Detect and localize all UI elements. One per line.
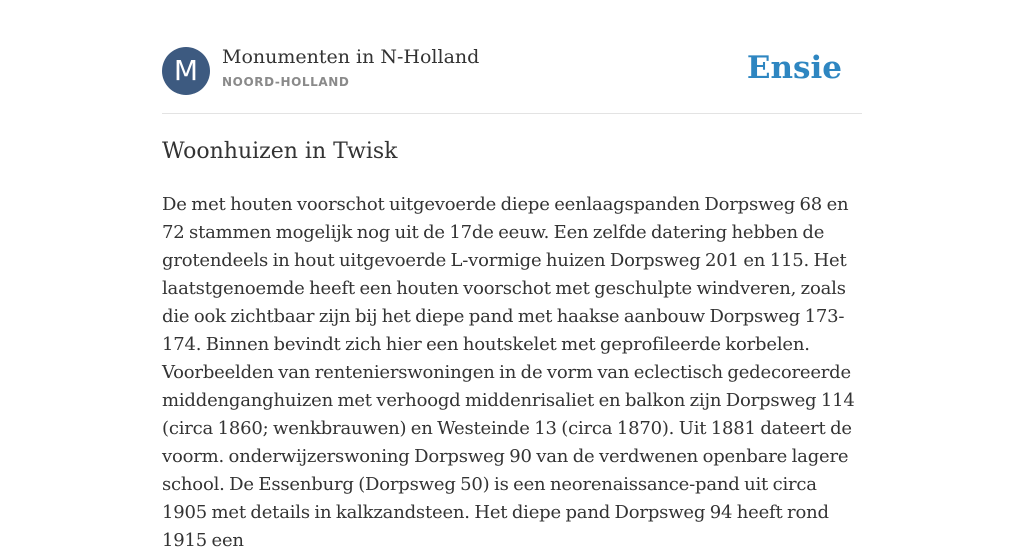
source-header — [162, 46, 862, 96]
source-subtitle: NOORD-HOLLAND — [222, 75, 350, 89]
source-title[interactable]: Monumenten in N-Holland — [222, 46, 480, 68]
avatar[interactable]: M — [162, 47, 210, 95]
brand-logo[interactable]: Ensie — [746, 50, 842, 86]
article-body: De met houten voorschot uitgevoerde diepe eenlaagspanden Dorpsweg 68 en 72 stammen mogelijk nog uit de 17de eeuw. Een zelfde datering hebben de grotendeels in hout uitgevoerde L-vormige huizen Dorpsweg 201 en 115. Het laatstgenoemde heeft een houten voorschot met geschulpte windveren, zoals die ook zichtbaar zijn bij het diepe pand met haakse aanbouw Dorpsweg 173-174. Binnen bevindt zich hier een houtskelet met geprofileerde korbelen. Voorbeelden van rentenierswoningen in de vorm van eclectisch gedecoreerde middenganghuizen met verhoogd middenrisaliet en balkon zijn Dorpsweg 114 (circa 1860; wenkbrauwen) en Westeinde 13 (circa 1870). Uit 1881 dateert de voorm. onderwijzerswoning Dorpsweg 90 van de verdwenen openbare lagere school. De Essenburg (Dorpsweg 50) is een neorenaissance-pand uit circa 1905 met details in kalkzandsteen. Het diepe pand Dorpsweg 94 heeft rond 1915 een — [162, 194, 855, 551]
divider — [162, 113, 862, 114]
article-title: Woonhuizen in Twisk — [162, 139, 398, 164]
